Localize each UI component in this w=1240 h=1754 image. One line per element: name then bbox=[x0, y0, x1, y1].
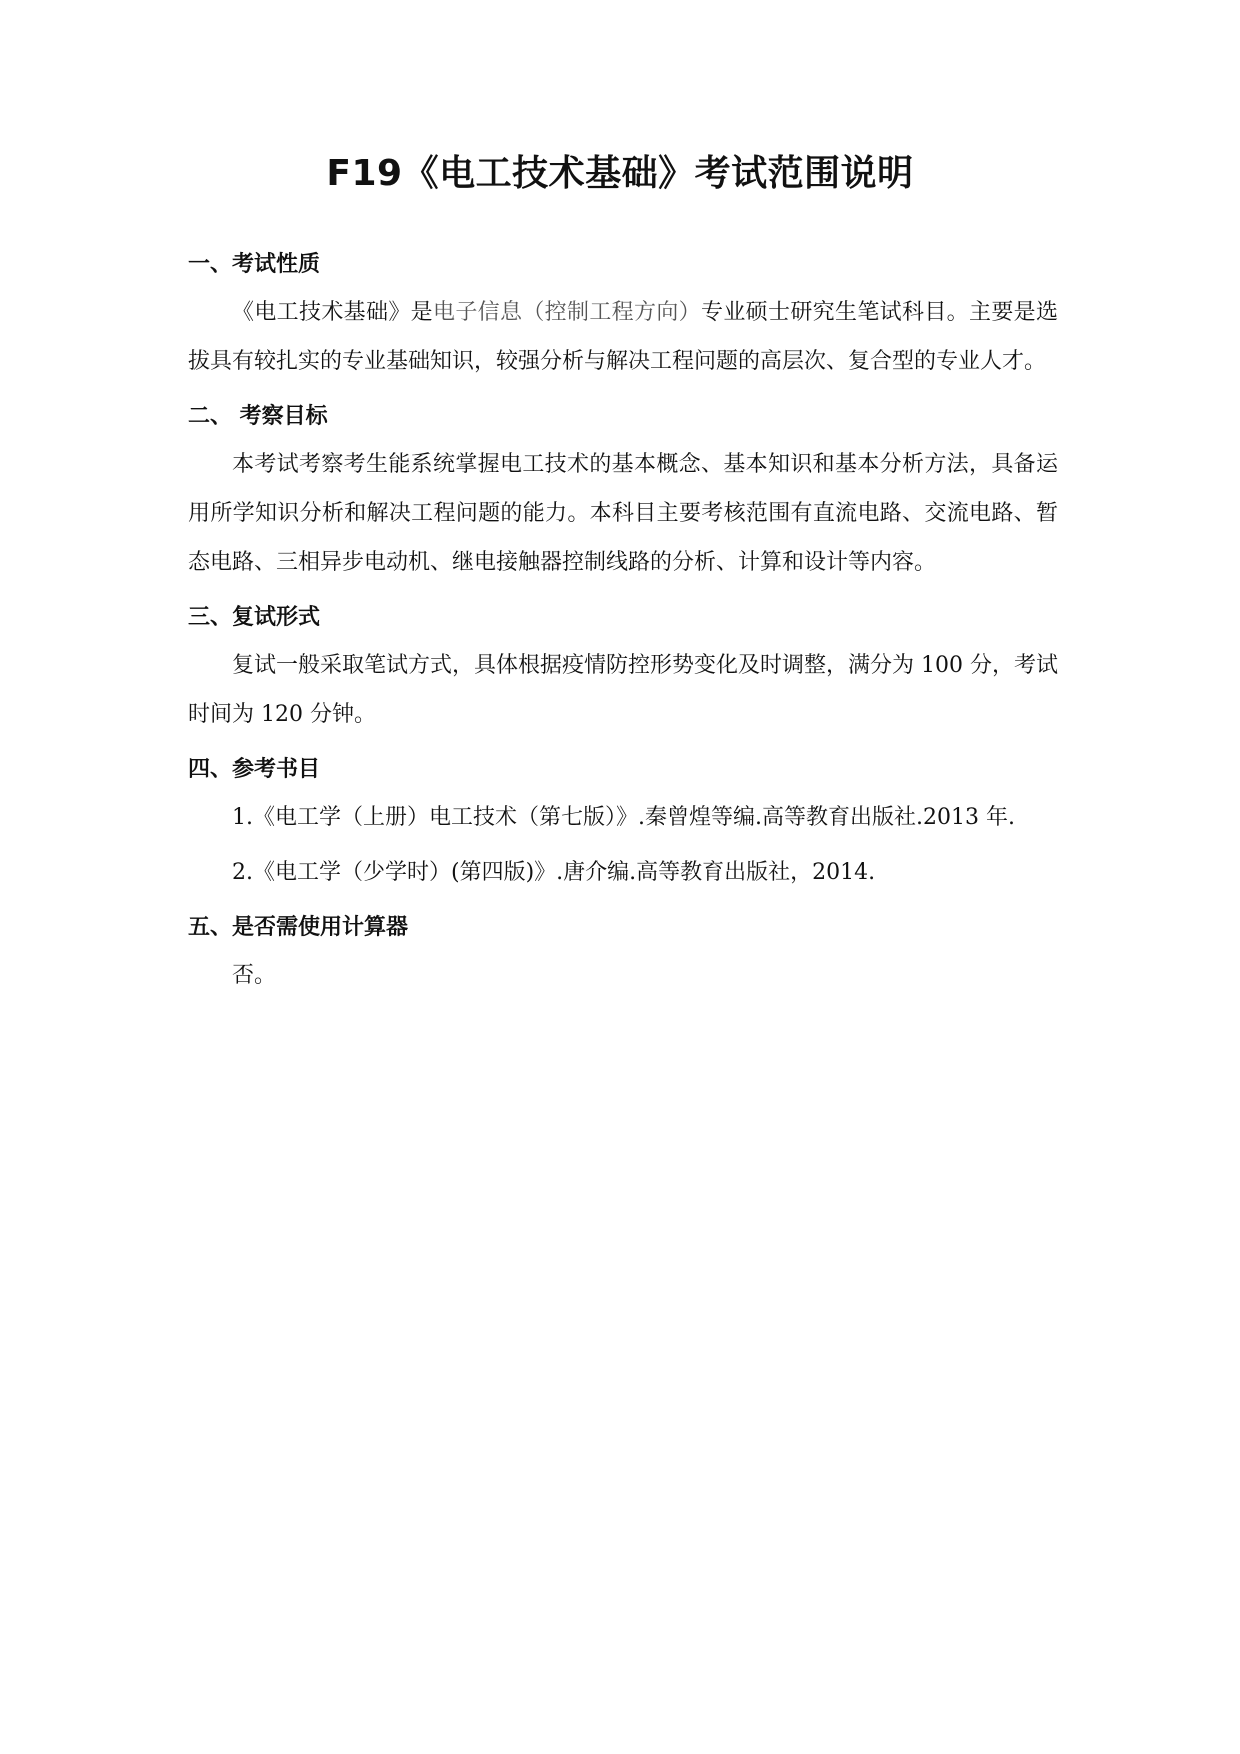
section-calculator bbox=[188, 911, 1058, 1000]
paragraph-text: 专业硕士研究生笔试科目。主要是选拔具有较扎实的专业基础知识，较强分析与解决工程问题的高层次、复合型的专业人才。 bbox=[188, 300, 1058, 374]
reference-item: 2.《电工学（少学时）(第四版)》.唐介编.高等教育出版社，2014. bbox=[232, 860, 876, 885]
section-heading: 四、参考书目 bbox=[188, 757, 321, 782]
paragraph-text: 《电工技术基础》是 bbox=[232, 300, 433, 325]
section-heading: 二、 考察目标 bbox=[188, 404, 328, 429]
major-name-text: 电子信息（控制工程方向） bbox=[433, 300, 701, 325]
section-heading: 一、考试性质 bbox=[188, 252, 321, 277]
section-paragraph: 否。 bbox=[232, 963, 277, 988]
section-heading: 三、复试形式 bbox=[188, 605, 321, 630]
section-paragraph: 本考试考察考生能系统掌握电工技术的基本概念、基本知识和基本分析方法，具备运用所学知识分析和解决工程问题的能力。本科目主要考核范围有直流电路、交流电路、暂态电路、三相异步电动机、继电接触器控制线路的分析、计算和设计等内容。 bbox=[188, 452, 1058, 575]
section-exam-nature bbox=[188, 248, 1058, 386]
section-references bbox=[188, 753, 1058, 897]
section-paragraph bbox=[188, 288, 1058, 386]
section-paragraph: 复试一般采取笔试方式，具体根据疫情防控形势变化及时调整，满分为 100 分，考试时间为 120 分钟。 bbox=[188, 653, 1058, 727]
section-exam-format bbox=[188, 601, 1058, 739]
document-title: F19《电工技术基础》考试范围说明 bbox=[326, 153, 914, 194]
section-exam-objectives bbox=[188, 400, 1058, 587]
section-heading: 五、是否需使用计算器 bbox=[188, 915, 409, 940]
document-body bbox=[188, 248, 1058, 1014]
reference-item: 1.《电工学（上册）电工技术（第七版）》.秦曾煌等编.高等教育出版社.2013 年. bbox=[232, 805, 1015, 830]
